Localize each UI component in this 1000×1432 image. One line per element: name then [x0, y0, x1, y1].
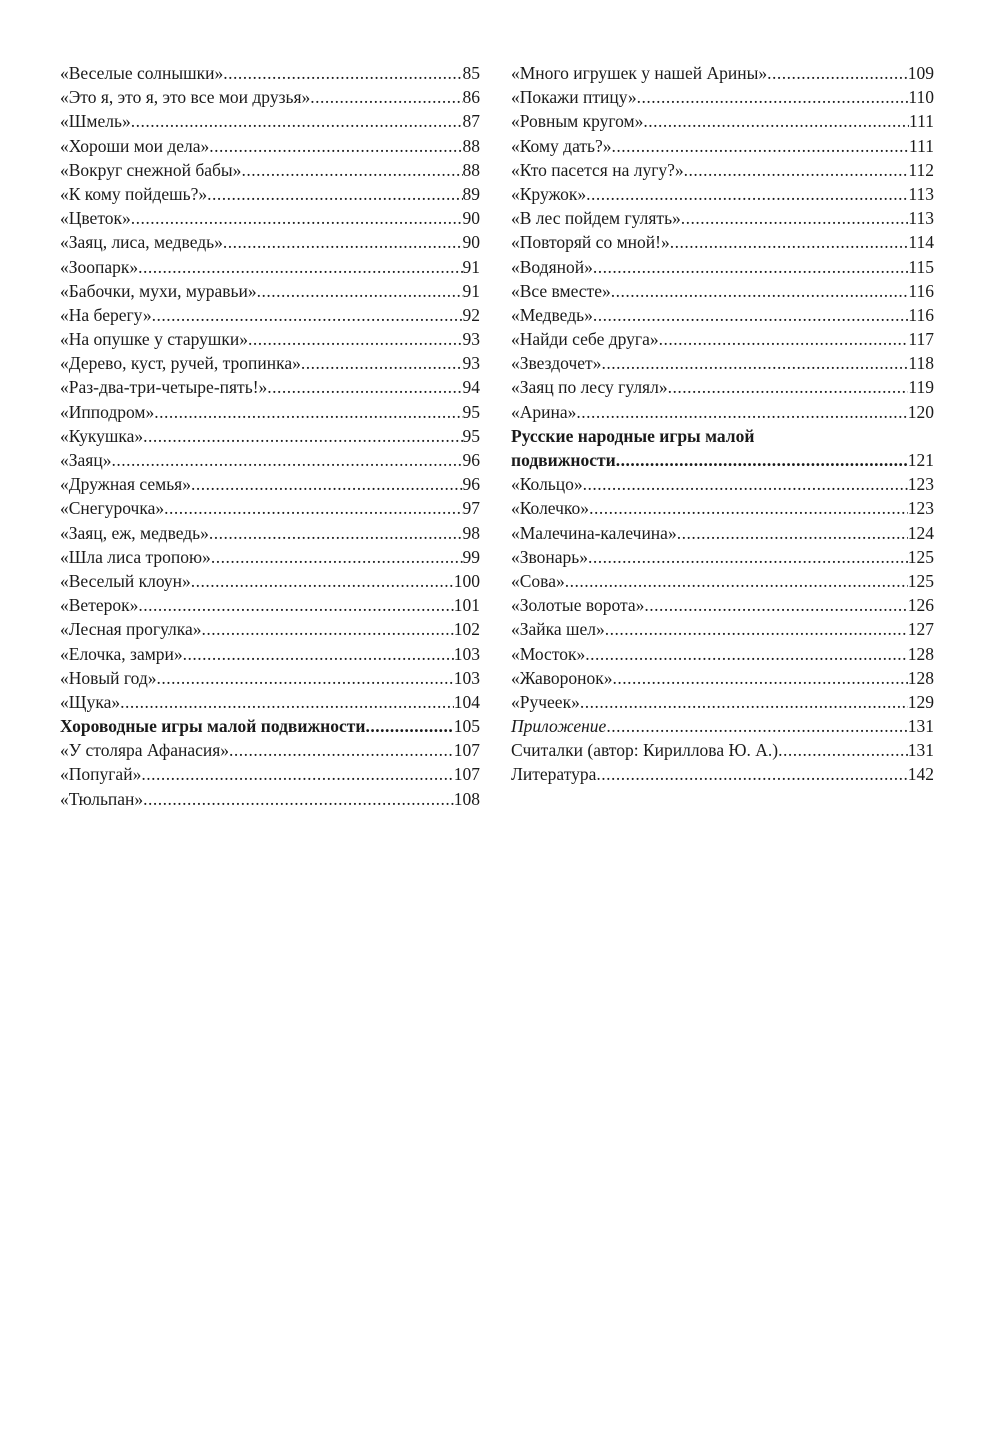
toc-entry-title: «Все вместе» — [511, 280, 611, 301]
toc-page-number: 129 — [907, 691, 934, 712]
toc-entry[interactable] — [511, 714, 934, 738]
toc-page-number: 113 — [908, 208, 934, 229]
toc-entry[interactable] — [511, 255, 934, 279]
toc-entry[interactable] — [511, 617, 934, 641]
toc-entry-title: «Колечко» — [511, 498, 590, 519]
toc-entry-title: «Зоопарк» — [60, 256, 139, 277]
toc-entry[interactable] — [511, 182, 934, 206]
dot-leader — [365, 714, 453, 738]
toc-entry[interactable] — [60, 545, 480, 569]
dot-leader — [207, 182, 462, 206]
toc-entry-title: Хороводные игры малой подвижности — [60, 716, 366, 737]
toc-entry[interactable] — [511, 206, 934, 230]
toc-entry[interactable] — [60, 279, 480, 303]
toc-page-number: 123 — [907, 474, 934, 495]
toc-page-number: 93 — [462, 329, 480, 350]
toc-page-number: 125 — [907, 570, 934, 591]
toc-page-number: 101 — [453, 595, 480, 616]
toc-entry[interactable] — [511, 158, 934, 182]
toc-entry-title: «Елочка, замри» — [60, 643, 183, 664]
toc-entry[interactable] — [60, 448, 480, 472]
toc-entry-title: «У столяра Афанасия» — [60, 740, 230, 761]
dot-leader — [120, 690, 454, 714]
dot-leader — [611, 279, 909, 303]
toc-entry-title: «Повторяй со мной!» — [511, 232, 670, 253]
dot-leader — [191, 569, 454, 593]
dot-leader — [248, 327, 463, 351]
toc-page-number: 111 — [909, 135, 934, 156]
toc-entry-title: «Дерево, куст, ручей, тропинка» — [60, 353, 301, 374]
toc-entry[interactable] — [60, 109, 480, 133]
toc-entry-title: «Кому дать?» — [511, 135, 612, 156]
toc-entry-title: «Звездочет» — [511, 353, 602, 374]
toc-entry-title: «Мосток» — [511, 643, 586, 664]
toc-entry-title: «Цветок» — [60, 208, 131, 229]
toc-entry[interactable] — [511, 85, 934, 109]
toc-entry[interactable] — [511, 279, 934, 303]
toc-entry-title: «В лес пойдем гулять» — [511, 208, 681, 229]
toc-entry-title: «Кукушка» — [60, 425, 144, 446]
toc-entry-title: «Ручеек» — [511, 691, 580, 712]
toc-page-number: 90 — [462, 208, 480, 229]
toc-entry-title: «Заяц» — [60, 450, 112, 470]
dot-leader — [576, 400, 907, 424]
toc-entry-title: «Бабочки, мухи, муравьи» — [60, 280, 257, 301]
dot-leader — [668, 375, 909, 399]
dot-leader — [131, 206, 463, 230]
dot-leader — [267, 375, 462, 399]
dot-leader — [606, 714, 907, 738]
toc-entry-title: «Веселые солнышки» — [60, 63, 224, 83]
dot-leader — [143, 424, 462, 448]
toc-entry-title: «Арина» — [511, 401, 577, 422]
toc-page-number: 104 — [453, 691, 480, 712]
toc-page-number: 87 — [462, 111, 480, 132]
toc-entry[interactable] — [60, 666, 480, 690]
toc-page-number: 123 — [907, 498, 934, 519]
toc-entry-title: «Ипподром» — [60, 401, 155, 422]
dot-leader — [565, 569, 908, 593]
toc-page-number: 85 — [462, 63, 480, 83]
toc-page-number: 103 — [453, 667, 480, 688]
toc-entry[interactable] — [511, 496, 934, 520]
toc-entry[interactable] — [60, 762, 480, 786]
dot-leader — [593, 255, 909, 279]
toc-entry-title: «Заяц, лиса, медведь» — [60, 232, 223, 253]
toc-entry-title: Считалки (автор: Кириллова Ю. А.) — [511, 740, 779, 761]
toc-page-number: 126 — [907, 595, 934, 616]
toc-entry-title: Приложение — [511, 716, 607, 737]
toc-entry-title: «Малечина-калечина» — [511, 522, 677, 543]
dot-leader — [138, 593, 453, 617]
toc-entry[interactable] — [60, 182, 480, 206]
toc-entry[interactable] — [60, 375, 480, 399]
toc-page-number: 142 — [907, 764, 934, 785]
toc-right-column — [511, 61, 934, 787]
toc-entry-title: «Тюльпан» — [60, 788, 144, 809]
toc-entry[interactable] — [511, 666, 934, 690]
dot-leader — [223, 230, 463, 254]
toc-entry[interactable] — [511, 375, 934, 399]
toc-entry-title: «Лесная прогулка» — [60, 619, 202, 640]
toc-entry[interactable] — [511, 593, 934, 617]
toc-entry[interactable] — [60, 738, 480, 762]
dot-leader — [138, 255, 462, 279]
toc-entry[interactable] — [60, 158, 480, 182]
dot-leader — [141, 762, 453, 786]
toc-section-heading: Русские народные игры малой — [511, 425, 755, 446]
toc-entry[interactable] — [511, 472, 934, 496]
toc-entry-title: Литература — [511, 764, 597, 785]
toc-entry-title: «Звонарь» — [511, 546, 589, 567]
toc-entry[interactable] — [511, 762, 934, 786]
dot-leader — [211, 545, 463, 569]
dot-leader — [209, 521, 463, 545]
toc-page-number: 89 — [462, 183, 480, 204]
dot-leader — [191, 472, 463, 496]
toc-page-number: 96 — [462, 450, 480, 470]
toc-entry[interactable] — [511, 134, 934, 158]
dot-leader — [616, 448, 908, 472]
toc-page-number: 111 — [909, 111, 934, 132]
toc-entry-title: «Водяной» — [511, 256, 593, 277]
dot-leader — [229, 738, 454, 762]
dot-leader — [152, 303, 463, 327]
toc-entry-title: «Шмель» — [60, 111, 131, 132]
toc-page-number: 95 — [462, 425, 480, 446]
toc-page-number: 116 — [908, 304, 934, 325]
dot-leader — [241, 158, 462, 182]
toc-page-number: 93 — [462, 353, 480, 374]
toc-page-number: 119 — [908, 377, 934, 398]
toc-entry[interactable] — [60, 85, 480, 109]
dot-leader — [202, 617, 454, 641]
toc-entry-title: «Это я, это я, это все мои друзья» — [60, 87, 311, 108]
toc-entry[interactable] — [60, 521, 480, 545]
toc-entry[interactable] — [511, 400, 934, 424]
toc-entry-title: «Новый год» — [60, 667, 157, 688]
dot-leader — [613, 666, 908, 690]
dot-leader — [681, 206, 909, 230]
toc-entry[interactable] — [511, 448, 934, 472]
dot-leader — [154, 400, 462, 424]
toc-entry[interactable] — [60, 787, 480, 811]
toc-entry[interactable] — [60, 327, 480, 351]
toc-entry[interactable] — [60, 642, 480, 666]
dot-leader — [183, 642, 454, 666]
toc-entry-title: «К кому пойдешь?» — [60, 183, 208, 204]
toc-entry[interactable] — [511, 545, 934, 569]
toc-entry-title: «Жаворонок» — [511, 667, 613, 688]
toc-entry-title: «Золотые ворота» — [511, 595, 645, 616]
dot-leader — [593, 303, 909, 327]
dot-leader — [164, 496, 462, 520]
dot-leader — [143, 787, 454, 811]
toc-page-number: 116 — [908, 280, 934, 301]
toc-entry[interactable] — [60, 255, 480, 279]
toc-page-number: 117 — [908, 329, 934, 350]
toc-page-number: 97 — [462, 498, 480, 519]
toc-entry-title: «Снегурочка» — [60, 498, 165, 519]
toc-entry[interactable] — [60, 424, 480, 448]
dot-leader — [596, 762, 907, 786]
toc-entry-title: «Хороши мои дела» — [60, 135, 210, 156]
toc-entry-title: «Кольцо» — [511, 474, 583, 495]
dot-leader — [131, 109, 463, 133]
toc-entry[interactable] — [60, 230, 480, 254]
dot-leader — [589, 496, 908, 520]
toc-page-number: 115 — [908, 256, 934, 277]
toc-page-number: 92 — [462, 304, 480, 325]
dot-leader — [209, 134, 462, 158]
dot-leader — [670, 230, 909, 254]
toc-entry-title: «Раз-два-три-четыре-пять!» — [60, 377, 268, 398]
toc-entry[interactable] — [60, 206, 480, 230]
dot-leader — [580, 690, 908, 714]
dot-leader — [223, 61, 462, 85]
dot-leader — [585, 642, 908, 666]
toc-page-number: 95 — [462, 401, 480, 422]
toc-entry-title: «Найди себе друга» — [511, 329, 659, 350]
toc-entry[interactable] — [60, 351, 480, 375]
toc-entry[interactable] — [511, 521, 934, 545]
toc-entry-title: «На берегу» — [60, 304, 152, 325]
toc-entry[interactable] — [60, 472, 480, 496]
toc-page-number: 121 — [907, 450, 934, 470]
toc-page-number: 118 — [908, 353, 934, 374]
dot-leader — [637, 85, 909, 109]
dot-leader — [583, 472, 908, 496]
toc-entry[interactable] — [60, 690, 480, 714]
toc-entry-title: «Кто пасется на лугу?» — [511, 159, 684, 180]
toc-entry[interactable] — [511, 230, 934, 254]
toc-page-number: 131 — [907, 740, 934, 761]
toc-page-number: 109 — [907, 63, 934, 83]
toc-entry[interactable] — [511, 351, 934, 375]
toc-entry[interactable] — [511, 327, 934, 351]
dot-leader — [586, 182, 908, 206]
toc-page-number: 100 — [453, 570, 480, 591]
toc-entry-title: «Попугай» — [60, 764, 142, 785]
dot-leader — [643, 109, 909, 133]
toc-entry-title: «Ветерок» — [60, 595, 139, 616]
toc-page-number: 127 — [907, 619, 934, 640]
dot-leader — [659, 327, 909, 351]
toc-entry[interactable] — [60, 134, 480, 158]
toc-entry[interactable] — [60, 496, 480, 520]
toc-page-number: 88 — [462, 135, 480, 156]
toc-page-number: 94 — [462, 377, 480, 398]
toc-page-number: 110 — [908, 87, 934, 108]
toc-entry[interactable] — [60, 617, 480, 641]
toc-page-number: 103 — [453, 643, 480, 664]
dot-leader — [111, 448, 462, 472]
toc-entry[interactable] — [511, 569, 934, 593]
toc-page-number: 108 — [453, 788, 480, 809]
toc-page-number: 114 — [908, 232, 934, 253]
dot-leader — [310, 85, 462, 109]
toc-page-number: 91 — [462, 256, 480, 277]
toc-entry[interactable] — [511, 109, 934, 133]
toc-entry-title: «Заяц, еж, медведь» — [60, 522, 209, 543]
toc-entry[interactable] — [60, 61, 480, 85]
toc-page-number: 131 — [907, 716, 934, 737]
toc-entry-title: «Шла лиса тропою» — [60, 546, 211, 567]
toc-entry[interactable] — [60, 400, 480, 424]
toc-page-number: 107 — [453, 764, 480, 785]
dot-leader — [644, 593, 907, 617]
toc-entry[interactable] — [511, 738, 934, 762]
dot-leader — [767, 61, 908, 85]
toc-left-column — [60, 61, 480, 811]
toc-page-number: 128 — [907, 667, 934, 688]
toc-entry[interactable] — [511, 690, 934, 714]
toc-page-number: 112 — [908, 159, 934, 180]
dot-leader — [257, 279, 463, 303]
toc-page-number: 88 — [462, 159, 480, 180]
toc-page-number: 128 — [907, 643, 934, 664]
toc-entry-title: «Щука» — [60, 691, 121, 712]
toc-page-number: 105 — [453, 716, 480, 737]
toc-entry-title: подвижности — [511, 450, 616, 470]
toc-entry-title: «Зайка шел» — [511, 619, 605, 640]
dot-leader — [157, 666, 454, 690]
dot-leader — [605, 617, 908, 641]
toc-page-number: 102 — [453, 619, 480, 640]
toc-entry-title: «Много игрушек у нашей Арины» — [511, 63, 768, 83]
dot-leader — [684, 158, 909, 182]
dot-leader — [588, 545, 908, 569]
dot-leader — [301, 351, 463, 375]
toc-entry[interactable] — [511, 61, 934, 85]
toc-entry[interactable] — [60, 593, 480, 617]
toc-entry[interactable] — [511, 642, 934, 666]
toc-entry-title: «Медведь» — [511, 304, 593, 325]
toc-page-number: 113 — [908, 183, 934, 204]
toc-page-number: 98 — [462, 522, 480, 543]
dot-leader — [778, 738, 908, 762]
toc-page-number: 124 — [907, 522, 934, 543]
toc-entry[interactable] — [60, 714, 480, 738]
toc-page-number: 120 — [907, 401, 934, 422]
toc-entry-title: «На опушке у старушки» — [60, 329, 248, 350]
toc-entry-title: «Дружная семья» — [60, 474, 191, 495]
dot-leader — [601, 351, 908, 375]
toc-page-number: 91 — [462, 280, 480, 301]
toc-entry-title: «Ровным кругом» — [511, 111, 644, 132]
toc-page-number: 96 — [462, 474, 480, 495]
toc-entry[interactable] — [511, 303, 934, 327]
toc-page-number: 86 — [462, 87, 480, 108]
toc-page-number: 99 — [462, 546, 480, 567]
toc-page-number: 90 — [462, 232, 480, 253]
dot-leader — [677, 521, 908, 545]
toc-entry-title: «Вокруг снежной бабы» — [60, 159, 242, 180]
toc-entry[interactable] — [60, 569, 480, 593]
toc-entry-title: «Заяц по лесу гулял» — [511, 377, 668, 398]
toc-entry-title: «Покажи птицу» — [511, 87, 637, 108]
dot-leader — [612, 134, 910, 158]
toc-entry-title: «Веселый клоун» — [60, 570, 191, 591]
toc-page-number: 125 — [907, 546, 934, 567]
toc-entry[interactable] — [60, 303, 480, 327]
toc-entry-title: «Кружок» — [511, 183, 587, 204]
toc-entry-title: «Сова» — [511, 570, 565, 591]
toc-page-number: 107 — [453, 740, 480, 761]
